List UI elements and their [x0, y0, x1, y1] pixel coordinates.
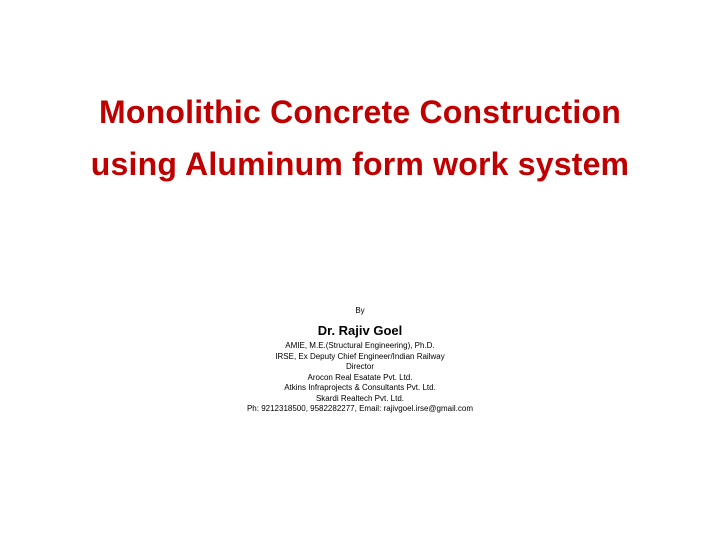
author-name: Dr. Rajiv Goel	[317, 323, 403, 338]
detail-company-3: Skardi Realtech Pvt. Ltd.	[315, 393, 405, 403]
by-label: By	[355, 306, 365, 315]
author-block	[0, 306, 720, 415]
title-line-1: Monolithic Concrete Construction	[99, 94, 621, 130]
detail-qualifications: AMIE, M.E.(Structural Engineering), Ph.D.	[285, 341, 435, 350]
slide-title	[20, 86, 700, 190]
detail-railway-role: IRSE, Ex Deputy Chief Engineer/Indian Railway	[275, 351, 445, 361]
detail-contact: Ph: 9212318500, 9582282277, Email: rajivgoel.irse@gmail.com	[246, 404, 474, 413]
detail-company-1: Arocon Real Esatate Pvt. Ltd.	[307, 372, 413, 382]
detail-company-2: Atkins Infraprojects & Consultants Pvt. Ltd.	[284, 383, 436, 392]
title-line-2: using Aluminum form work system	[90, 146, 630, 182]
detail-position: Director	[345, 362, 374, 371]
author-details	[0, 341, 720, 415]
